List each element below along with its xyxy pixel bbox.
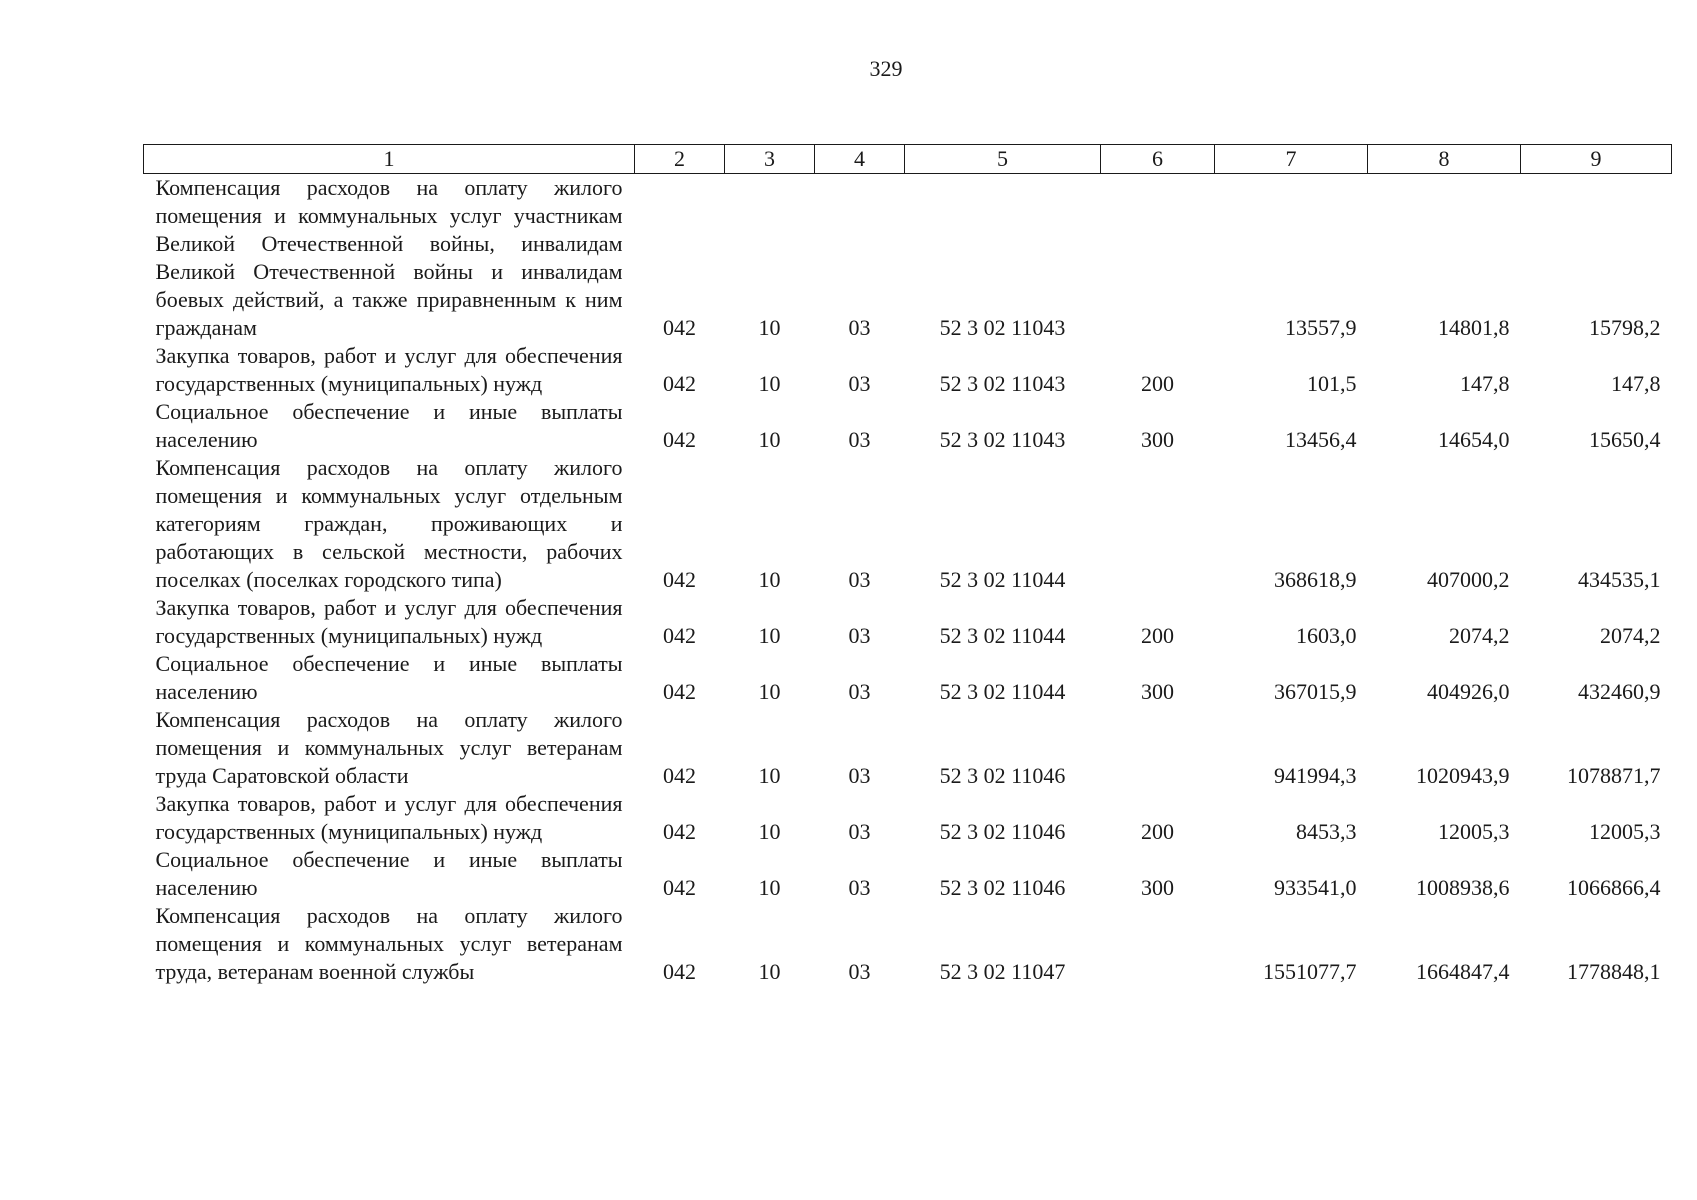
ministry-code: 042 xyxy=(663,427,696,452)
column-header: 3 xyxy=(725,145,815,174)
amount-col8: 147,8 xyxy=(1460,371,1510,396)
amount-col7: 368618,9 xyxy=(1274,567,1357,592)
amount-col8: 1008938,6 xyxy=(1416,875,1510,900)
section-code: 10 xyxy=(758,763,781,788)
amount-col8: 12005,3 xyxy=(1438,819,1510,844)
section-code: 10 xyxy=(758,959,781,984)
amount-col9: 1066866,4 xyxy=(1567,875,1661,900)
amount-col9: 12005,3 xyxy=(1589,819,1661,844)
target-article-code: 52 3 02 11044 xyxy=(939,567,1066,592)
amount-col9: 434535,1 xyxy=(1578,567,1661,592)
row-description: Социальное обеспечение и иные выплаты населению xyxy=(155,399,623,452)
table-row xyxy=(144,650,1672,706)
subsection-code: 03 xyxy=(848,819,871,844)
expense-type-code: 300 xyxy=(1141,427,1174,452)
expense-type-code xyxy=(1101,706,1215,790)
column-header: 2 xyxy=(635,145,725,174)
amount-col7: 367015,9 xyxy=(1274,679,1357,704)
target-article-code: 52 3 02 11043 xyxy=(939,315,1066,340)
column-header: 6 xyxy=(1101,145,1215,174)
table-row xyxy=(144,790,1672,846)
expense-type-code xyxy=(1101,454,1215,594)
subsection-code: 03 xyxy=(848,875,871,900)
ministry-code: 042 xyxy=(663,679,696,704)
section-code: 10 xyxy=(758,623,781,648)
row-description: Закупка товаров, работ и услуг для обеспечения государственных (муниципальных) нужд xyxy=(155,343,623,396)
amount-col8: 1020943,9 xyxy=(1416,763,1510,788)
table-row xyxy=(144,594,1672,650)
amount-col7: 933541,0 xyxy=(1274,875,1357,900)
target-article-code: 52 3 02 11046 xyxy=(939,763,1066,788)
column-header: 1 xyxy=(144,145,635,174)
row-description: Компенсация расходов на оплату жилого помещения и коммунальных услуг ветеранам труда Саратовской области xyxy=(155,707,623,788)
page-number: 329 xyxy=(869,56,903,81)
expense-type-code xyxy=(1101,174,1215,343)
table-row xyxy=(144,342,1672,398)
ministry-code: 042 xyxy=(663,763,696,788)
amount-col9: 432460,9 xyxy=(1578,679,1661,704)
amount-col9: 15650,4 xyxy=(1589,427,1661,452)
amount-col7: 941994,3 xyxy=(1274,763,1357,788)
expense-type-code: 200 xyxy=(1141,819,1174,844)
target-article-code: 52 3 02 11046 xyxy=(939,819,1066,844)
row-description: Компенсация расходов на оплату жилого помещения и коммунальных услуг отдельным категориям граждан, проживающих и работающих в сельской местности, рабочих поселках (поселках городского типа) xyxy=(155,455,623,592)
table-row xyxy=(144,398,1672,454)
amount-col8: 1664847,4 xyxy=(1416,959,1510,984)
amount-col7: 101,5 xyxy=(1307,371,1357,396)
subsection-code: 03 xyxy=(848,959,871,984)
row-description: Социальное обеспечение и иные выплаты населению xyxy=(155,651,623,704)
amount-col9: 1778848,1 xyxy=(1567,959,1661,984)
ministry-code: 042 xyxy=(663,875,696,900)
amount-col8: 407000,2 xyxy=(1427,567,1510,592)
expense-type-code: 200 xyxy=(1141,623,1174,648)
row-description: Закупка товаров, работ и услуг для обеспечения государственных (муниципальных) нужд xyxy=(155,791,623,844)
subsection-code: 03 xyxy=(848,679,871,704)
row-description: Компенсация расходов на оплату жилого помещения и коммунальных услуг ветеранам труда, ветеранам военной службы xyxy=(155,903,623,984)
table-row xyxy=(144,902,1672,986)
ministry-code: 042 xyxy=(663,315,696,340)
ministry-code: 042 xyxy=(663,959,696,984)
section-code: 10 xyxy=(758,371,781,396)
target-article-code: 52 3 02 11044 xyxy=(939,623,1066,648)
subsection-code: 03 xyxy=(848,315,871,340)
table-row xyxy=(144,174,1672,343)
amount-col9: 15798,2 xyxy=(1589,315,1661,340)
subsection-code: 03 xyxy=(848,763,871,788)
column-header: 7 xyxy=(1215,145,1368,174)
amount-col9: 2074,2 xyxy=(1600,623,1661,648)
ministry-code: 042 xyxy=(663,371,696,396)
row-description: Закупка товаров, работ и услуг для обеспечения государственных (муниципальных) нужд xyxy=(155,595,623,648)
target-article-code: 52 3 02 11044 xyxy=(939,679,1066,704)
section-code: 10 xyxy=(758,875,781,900)
table-row xyxy=(144,454,1672,594)
expense-type-code: 200 xyxy=(1141,371,1174,396)
ministry-code: 042 xyxy=(663,623,696,648)
target-article-code: 52 3 02 11043 xyxy=(939,427,1066,452)
table-header-row xyxy=(144,145,1672,174)
amount-col7: 8453,3 xyxy=(1296,819,1357,844)
amount-col7: 1603,0 xyxy=(1296,623,1357,648)
table-row xyxy=(144,846,1672,902)
amount-col8: 404926,0 xyxy=(1427,679,1510,704)
section-code: 10 xyxy=(758,819,781,844)
expense-type-code xyxy=(1101,902,1215,986)
budget-table xyxy=(143,144,1672,986)
subsection-code: 03 xyxy=(848,623,871,648)
column-header: 8 xyxy=(1368,145,1521,174)
expense-type-code: 300 xyxy=(1141,875,1174,900)
table-row xyxy=(144,706,1672,790)
target-article-code: 52 3 02 11043 xyxy=(939,371,1066,396)
ministry-code: 042 xyxy=(663,567,696,592)
target-article-code: 52 3 02 11047 xyxy=(939,959,1066,984)
amount-col9: 1078871,7 xyxy=(1567,763,1661,788)
section-code: 10 xyxy=(758,679,781,704)
column-header: 5 xyxy=(905,145,1101,174)
section-code: 10 xyxy=(758,315,781,340)
amount-col8: 2074,2 xyxy=(1449,623,1510,648)
row-description: Компенсация расходов на оплату жилого помещения и коммунальных услуг участникам Великой Отечественной войны, инвалидам Великой Отечественной войны и инвалидам боевых действий, а также приравненным к ним гражданам xyxy=(155,175,623,340)
amount-col9: 147,8 xyxy=(1611,371,1661,396)
amount-col7: 1551077,7 xyxy=(1263,959,1357,984)
column-header: 9 xyxy=(1521,145,1672,174)
ministry-code: 042 xyxy=(663,819,696,844)
target-article-code: 52 3 02 11046 xyxy=(939,875,1066,900)
column-header: 4 xyxy=(815,145,905,174)
subsection-code: 03 xyxy=(848,567,871,592)
expense-type-code: 300 xyxy=(1141,679,1174,704)
subsection-code: 03 xyxy=(848,371,871,396)
section-code: 10 xyxy=(758,567,781,592)
amount-col8: 14801,8 xyxy=(1438,315,1510,340)
amount-col7: 13456,4 xyxy=(1285,427,1357,452)
section-code: 10 xyxy=(758,427,781,452)
row-description: Социальное обеспечение и иные выплаты населению xyxy=(155,847,623,900)
amount-col7: 13557,9 xyxy=(1285,315,1357,340)
subsection-code: 03 xyxy=(848,427,871,452)
amount-col8: 14654,0 xyxy=(1438,427,1510,452)
